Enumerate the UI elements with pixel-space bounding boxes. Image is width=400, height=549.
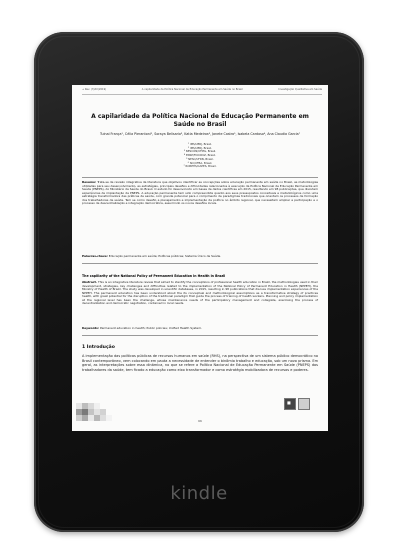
affiliation: ⁴ ENSP/FIOCRUZ, Brasil. xyxy=(184,153,216,158)
page-header xyxy=(82,88,322,95)
affiliation: ² IMS/UERJ, Brasil. xyxy=(187,145,213,150)
resumo-paragraph xyxy=(82,181,318,206)
palavras-label: Palavras-chave: xyxy=(82,254,108,258)
keywords xyxy=(82,327,318,331)
palavras-text: Educação permanente em saúde; Políticas públicas; Sistema Único de Saúde. xyxy=(108,254,222,258)
abstract-text: This is an integrative literature review that aimed to identify the conceptions of professional health education in Brazil, the methodologies used in their development, strategies, key challenges and difficulties related to the implementation of the National Policy of Permanent Education in Health (NPPEH), the Ministry of Health of Brazil. The study was developed in scientific databases, in 2015, resulting in 98 publications that discuss implementation experiences of the NPPEH. The permanent education has been understood about the its conceptual and methodological assumptions as a transformative strategy of practices health, with great potential for the disruption of the traditional paradigm that guide the process of training of health workers. Planning and policy implementation at the regional level has been the challenge, whose maintenance needs of the participatory management and collegiate, exercising the process of decentralization and democratic negotiation, contained in local needs. xyxy=(82,280,318,306)
header-right: Investigação Qualitativa em Saúde xyxy=(278,88,322,91)
palavras-chave xyxy=(82,255,318,259)
intro-paragraph: A implementação das políticas públicas de recursos humanos em saúde (RHS), na perspectiva de um sistema público democrático no Brasil contemporâneo, vem colocando em pauta a necessidade de entender o binômio trabalho e educação, sob um novo prisma. Em geral, as interpretações sobre essa dinâmica, no que se refere a Política Nacional de Educação Permanente em Saúde (PNEPS) dos trabalhadores da saúde, tem ficado a educação como eixo transformador e como estratégia mobilizadora de recursos e poderes. xyxy=(82,354,318,373)
footer-logos xyxy=(284,398,318,418)
publisher-logo-icon xyxy=(298,398,310,410)
divider xyxy=(82,335,318,336)
publisher-logo-icon: ■ xyxy=(284,398,296,410)
article-title: A capilaridade da Política Nacional de Educação Permanente em Saúde no Brasil xyxy=(91,113,309,128)
affiliation: ⁵ NESC/UFRN, Brasil. xyxy=(186,156,214,161)
affiliation: ¹ IMS/UERJ, Brasil. xyxy=(187,142,213,146)
divider xyxy=(82,263,318,264)
abstract-paragraph xyxy=(82,281,318,306)
header-center: A capilaridade da Política Nacional de Educação Permanente em Saúde no Brasil xyxy=(141,88,243,91)
page-number: 66 xyxy=(198,419,202,423)
article-authors: Tuinai França¹, Célia Pierantoni², Soraya Belisario³, Katia Medeiros⁴, Janete Castro⁵, Isabela Cardoso⁶, Ana Claudia Garcia⁷ xyxy=(99,132,301,136)
keywords-text: Permanent education in health; Public policies; Unified Health System. xyxy=(99,326,202,330)
affiliation: ⁷ ROREHS/CAPES, Brasil. xyxy=(183,164,217,169)
section-title: 1 Introdução xyxy=(82,345,115,350)
kindle-logo: kindle xyxy=(170,483,228,504)
ereader-screen[interactable] xyxy=(72,85,328,431)
affiliation: ⁶ ISC/UFBA, Brasil. xyxy=(187,160,213,165)
affiliation: ³ NESCON/UFMG, Brasil. xyxy=(183,149,217,154)
resumo-text: Trata-se de revisão integrativa da literatura que objetivou identificar as concepções sobre educação permanente em saúde no Brasil, as metodologias utilizadas para seu desenvolvimento, as estratégias, principais desafios e dificuldades relacionados à execução da Política Nacional de Educação Permanente em Saúde (PNEPS), do Ministério da Saúde do Brasil. O estudo foi desenvolvido em bases de dados científicas em 2015, resultando em 98 publicações, que discutem experiências de implantação da PNEPS. A educação permanente tem sido compreendida quanto aos seus pressupostos conceituais e metodológicos como uma estratégia transformadora das práticas de saúde, com grande potencial para o rompimento de paradigmas tradicionais que orientam os processos de formação dos trabalhadores de saúde. Tem se como desafio a planejamento e implementação da política no âmbito regional, que necessitam ampliar a participação e o processo de descentralização e integração democrática, assumindo os novos desafios locais. xyxy=(82,180,318,206)
keywords-label: Keywords: xyxy=(82,326,100,330)
divider xyxy=(82,177,318,178)
english-title: The capillarity of the National Policy of Permanent Education in Health in Brazil xyxy=(82,274,226,278)
abstract-label: Abstract. xyxy=(82,280,97,284)
resumo-label: Resumo: xyxy=(82,180,97,184)
header-left: → Rev. (3)XX(2019) xyxy=(82,88,107,91)
affiliations xyxy=(112,143,288,169)
